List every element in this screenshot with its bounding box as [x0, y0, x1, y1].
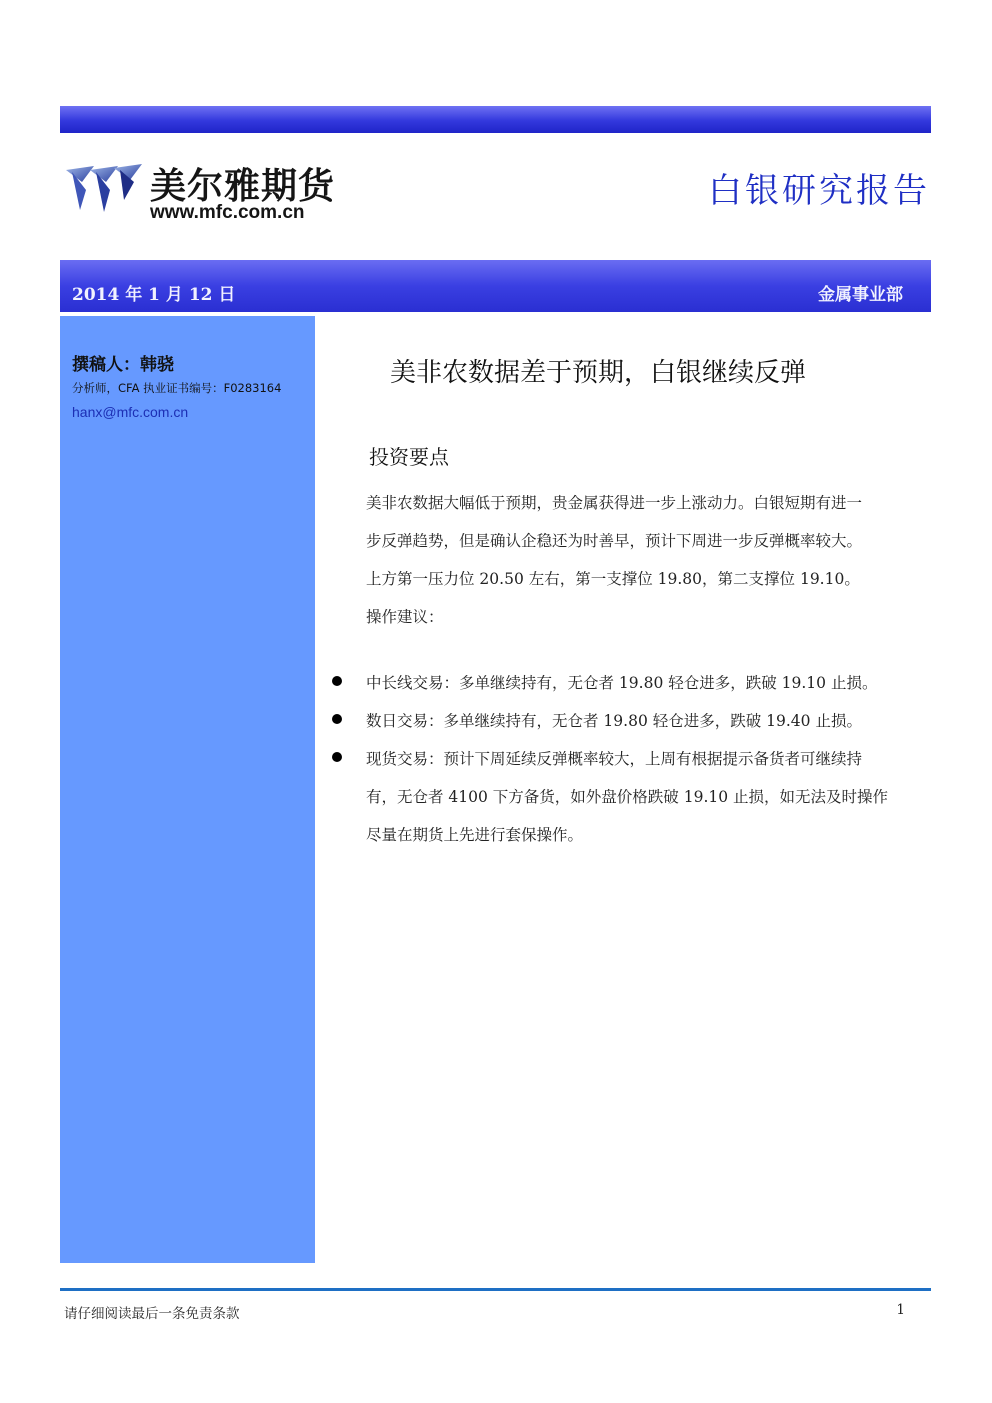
footer-disclaimer: 请仔细阅读最后一条免责条款 [64, 1306, 240, 1322]
bullet-text-line: 尽量在期货上先进行套保操作。 [366, 826, 584, 844]
top-header-band [60, 106, 931, 133]
report-type-title: 白银研究报告 [708, 171, 930, 211]
bullet-icon [332, 752, 342, 762]
list-item [330, 664, 932, 702]
bullet-text-line: 有，无仓者 4100 下方备货，如外盘价格跌破 19.10 止损，如无法及时操作 [366, 788, 889, 806]
company-url: www.mfc.com.cn [150, 202, 305, 223]
bullet-icon [332, 676, 342, 686]
date-band [60, 260, 931, 312]
list-item [330, 702, 932, 740]
report-date: 2014 年 1 月 12 日 [72, 285, 236, 305]
paragraph-line: 步反弹趋势，但是确认企稳还为时善早，预计下周进一步反弹概率较大。 [366, 532, 863, 550]
author-name: 撰稿人：韩骁 [72, 355, 174, 375]
logo-mark-icon [64, 160, 144, 220]
recommendation-list [330, 664, 932, 854]
author-email-link[interactable]: hanx@mfc.com.cn [72, 404, 189, 420]
report-title: 美非农数据差于预期，白银继续反弹 [390, 358, 807, 388]
bullet-text-line: 现货交易：预计下周延续反弹概率较大，上周有根据提示备货者可继续持 [366, 750, 863, 768]
footer-divider [60, 1288, 931, 1291]
page-number: 1 [896, 1302, 905, 1318]
list-item [330, 740, 932, 854]
paragraph-line: 美非农数据大幅低于预期，贵金属获得进一步上涨动力。白银短期有进一 [366, 494, 863, 512]
author-sidebar [60, 316, 315, 1263]
bullet-text-line: 数日交易：多单继续持有，无仓者 19.80 轻仓进多，跌破 19.40 止损。 [366, 712, 862, 730]
paragraph-line: 操作建议： [366, 608, 444, 626]
summary-paragraph [366, 484, 931, 636]
bullet-text-line: 中长线交易：多单继续持有，无仓者 19.80 轻仓进多，跌破 19.10 止损。 [366, 674, 878, 692]
author-credentials: 分析师，CFA 执业证书编号：F0283164 [72, 381, 282, 395]
company-name: 美尔雅期货 [150, 166, 336, 207]
department-label: 金属事业部 [818, 285, 903, 305]
company-logo [64, 158, 354, 228]
bullet-icon [332, 714, 342, 724]
paragraph-line: 上方第一压力位 20.50 左右，第一支撑位 19.80，第二支撑位 19.10。 [366, 570, 860, 588]
section-title: 投资要点 [369, 445, 449, 469]
